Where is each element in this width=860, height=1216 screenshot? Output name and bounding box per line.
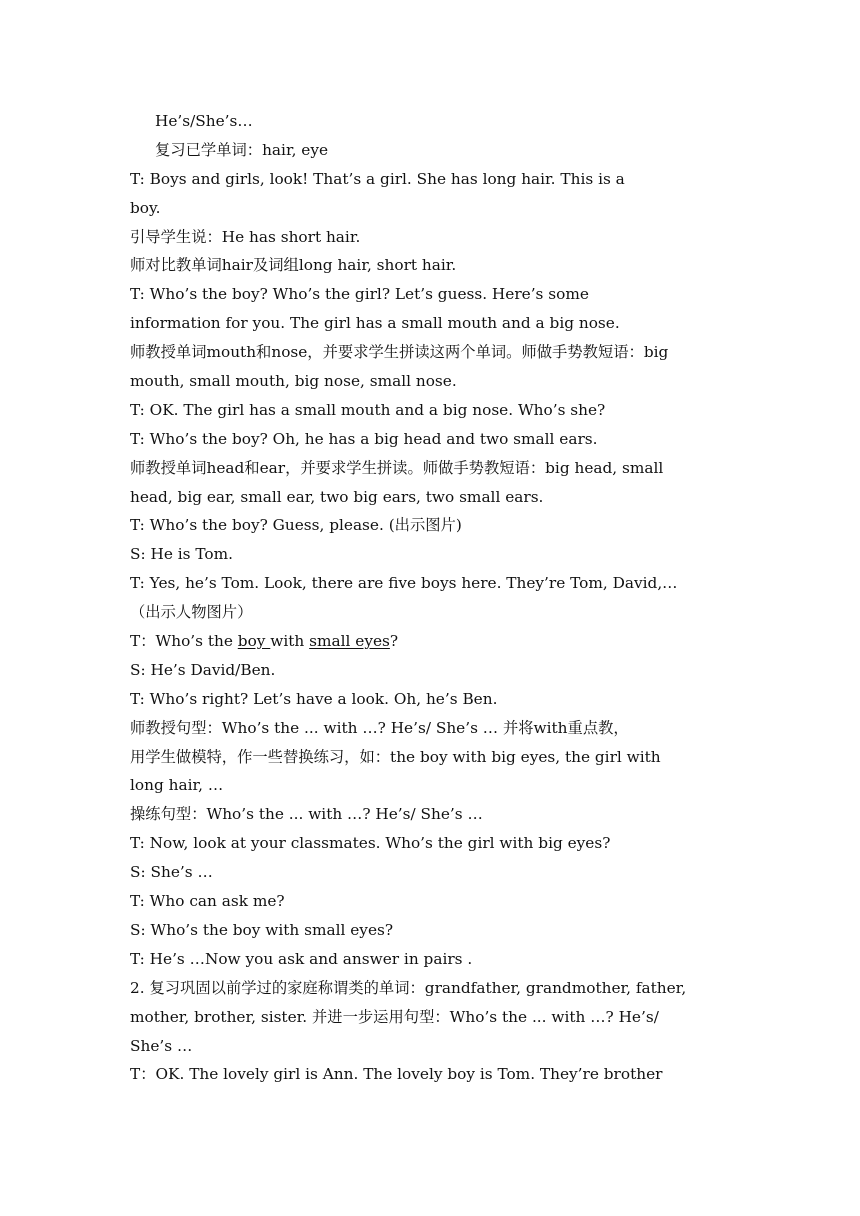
text-line: She’s … — [130, 1036, 193, 1055]
text-line: mouth, small mouth, big nose, small nose. — [130, 372, 457, 391]
text-line: 用学生做模特，作一些替换练习，如：the boy with big eyes, the girl with — [130, 747, 661, 766]
text-segment: ? — [389, 632, 399, 651]
text-line: T: He’s …Now you ask and answer in pairs . — [130, 949, 473, 968]
text-line: T: Now, look at your classmates. Who’s the girl with big eyes? — [130, 834, 611, 853]
text-segment: T：Who’s the — [130, 632, 238, 651]
text-line: 师对比教单词hair及词组long hair, short hair. — [130, 256, 457, 275]
text-line: T: Who’s the boy? Oh, he has a big head and two small ears. — [130, 429, 598, 448]
text-line: long hair, … — [130, 776, 224, 795]
text-line: 复习已学单词：hair, eye — [155, 140, 329, 159]
text-line: S: She’s … — [130, 863, 213, 882]
document-body — [130, 107, 732, 1089]
text-line: boy. — [130, 198, 161, 217]
underlined-phrase-small-eyes: small eyes — [309, 632, 390, 651]
text-line: 师教授单词mouth和nose，并要求学生拼读这两个单词。师做手势教短语：big — [130, 343, 669, 362]
text-line: S: Who’s the boy with small eyes? — [130, 920, 394, 939]
text-line: 操练句型：Who’s the ... with …? He’s/ She’s … — [130, 805, 483, 824]
text-line: T: Boys and girls, look! That’s a girl. She has long hair. This is a — [130, 169, 625, 188]
text-line: He’s/She’s… — [155, 112, 253, 130]
text-line: T: Yes, he’s Tom. Look, there are five boys here. They’re Tom, David,… — [130, 574, 678, 593]
text-line: head, big ear, small ear, two big ears, two small ears. — [130, 487, 544, 506]
text-line-underlined — [130, 627, 732, 656]
text-line: S: He is Tom. — [130, 545, 233, 564]
text-line: T：OK. The lovely girl is Ann. The lovely boy is Tom. They’re brother — [130, 1065, 663, 1084]
text-line: information for you. The girl has a small mouth and a big nose. — [130, 314, 620, 333]
text-line: S: He’s David/Ben. — [130, 660, 276, 679]
text-line: 引导学生说：He has short hair. — [130, 227, 361, 246]
text-line: 师教授单词head和ear，并要求学生拼读。师做手势教短语：big head, small — [130, 458, 664, 477]
text-line: 师教授句型：Who’s the ... with …? He’s/ She’s … 并将with重点教， — [130, 718, 629, 737]
text-line: （出示人物图片） — [130, 603, 253, 622]
text-line: T: Who’s right? Let’s have a look. Oh, he’s Ben. — [130, 689, 498, 708]
text-line: T: Who’s the boy? Guess, please. (出示图片) — [130, 516, 462, 535]
text-segment: with — [270, 632, 310, 651]
text-line: 2. 复习巩固以前学过的家庭称谓类的单词：grandfather, grandmother, father, — [130, 978, 687, 997]
underlined-word-boy: boy — [237, 632, 271, 651]
text-line: T: Who can ask me? — [130, 892, 285, 911]
text-line: T: OK. The girl has a small mouth and a big nose. Who’s she? — [130, 400, 606, 419]
text-line: T: Who’s the boy? Who’s the girl? Let’s guess. Here’s some — [130, 285, 589, 304]
text-line: mother, brother, sister. 并进一步运用句型：Who’s the ... with …? He’s/ — [130, 1007, 659, 1026]
